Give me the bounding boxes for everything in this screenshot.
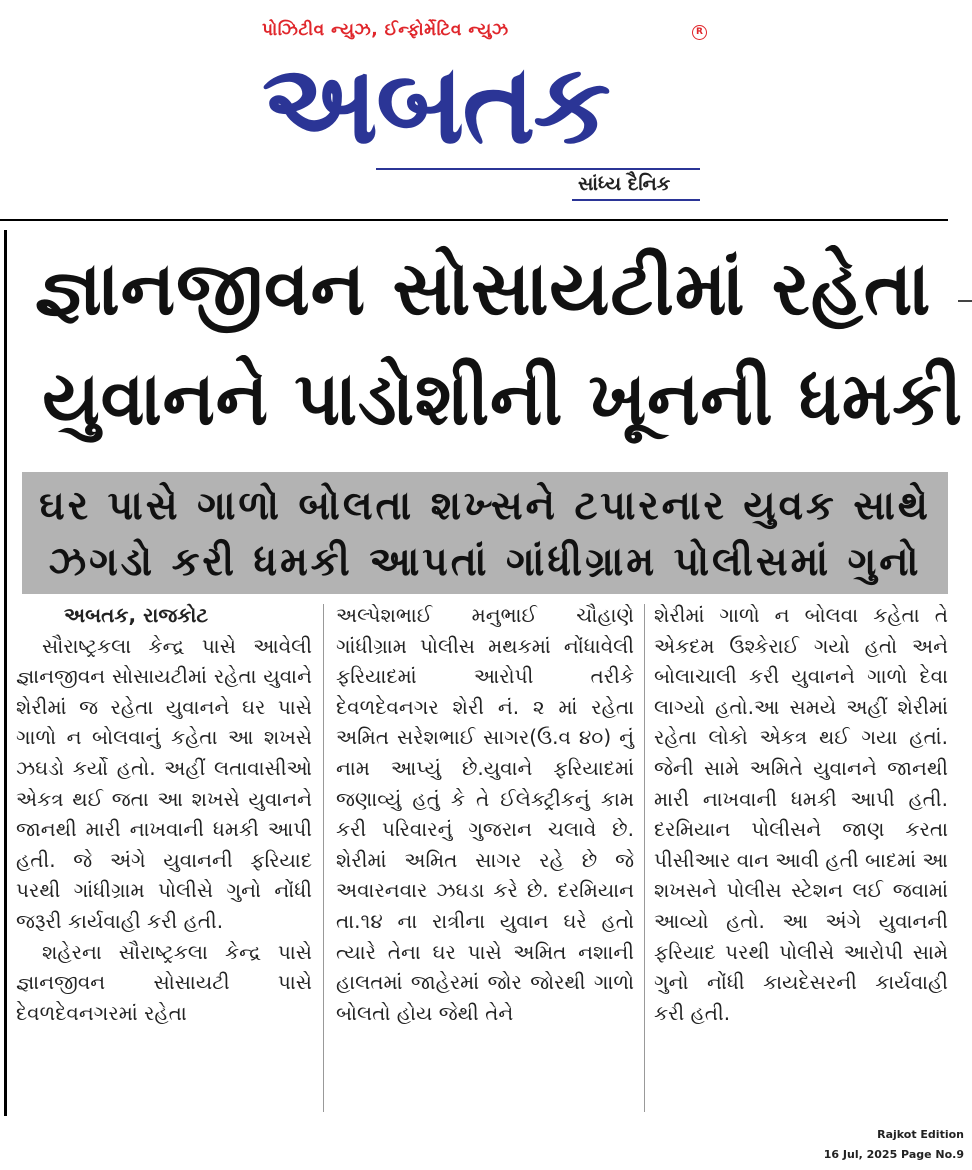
masthead-divider [0,219,948,221]
column-divider [644,604,645,1112]
edition-label: Rajkot Edition [877,1128,964,1141]
masthead-tagline: પોઝિટીવ ન્યુઝ, ઈન્ફોર્મેટિવ ન્યુઝ [262,20,509,40]
article-column-3 [654,600,948,1028]
article-paragraph: અલ્પેશભાઈ મનુભાઈ ચૌહાણે ગાંધીગ્રામ પોલીસ મથકમાં નોંધાવેલી ફરિયાદમાં આરોપી તરીકે દેવળદેવનગર શેરી નં. ૨ માં રહેતા અમિત સરેશભાઈ સાગર(ઉ.વ ૪૦) નું નામ આપ્યું છે.યુવાને ફરિયાદમાં જણાવ્યું હતું કે તે ઈલેક્ટ્રીકનું કામ કરી પરિવારનું ગુજરાન ચલાવે છે. શેરીમાં અમિત સાગર રહે છે જે અવારનવાર ઝઘડા કરે છે. દરમિયાન તા.૧૪ ના રાત્રીના યુવાન ઘરે હતો ત્યારે તેના ઘર પાસે અમિત નશાની હાલતમાં જાહેરમાં જોર જોરથી ગાળો બોલતો હોય જેથી તેને [336,603,634,1025]
article-paragraph: શેરીમાં ગાળો ન બોલવા કહેતા તે એકદમ ઉશ્કેરાઈ ગયો હતો અને બોલાચાલી કરી યુવાનને ગાળો દેવા લાગ્યો હતો.આ સમયે અહીં શેરીમાં રહેતા લોકો એકત્ર થઈ ગયા હતાં. જેની સામે અમિતે યુવાનને જાનથી મારી નાખવાની ધમકી આપી હતી. દરમિયાન પોલીસને જાણ કરતા પીસીઆર વાન આવી હતી બાદમાં આ શખસને પોલીસ સ્ટેશન લઈ જવામાં આવ્યો હતો. આ અંગે યુવાનની ફરિયાદ પરથી પોલીસે આરોપી સામે ગુનો નોંધી કાયદેસરની કાર્યવાહી કરી હતી. [654,603,948,1025]
article-column-1 [16,600,312,1028]
margin-tick [958,300,972,302]
subheadline-line-2: ઝગડો કરી ધમકી આપતાં ગાંધીગ્રામ પોલીસમાં ગુનો [48,539,922,585]
article-paragraph: શહેરના સૌરાષ્ટ્રકલા કેન્દ્ર પાસે જ્ઞાનજીવન સોસાયટી પાસે દેવળદેવનગરમાં રહેતા [16,939,312,1025]
date-page-label: 16 Jul, 2025 Page No.9 [823,1148,964,1161]
article-column-2 [336,600,634,1028]
subheadline-line-1: ઘર પાસે ગાળો બોલતા શખ્સને ટપારનાર યુવક સાથે [39,483,931,529]
subheadline-box [22,472,948,594]
edition-type-label: સાંધ્ય દૈનિક [578,173,671,195]
headline-line-1: જ્ઞાનજીવન સોસાયટીમાં રહેતા [34,246,932,332]
newspaper-logo: અબતક [262,40,609,168]
masthead [0,0,972,222]
logo-underline [376,168,700,170]
byline: અબતક, રાજકોટ [64,603,209,627]
article-paragraph: સૌરાષ્ટ્રકલા કેન્દ્ર પાસે આવેલી જ્ઞાનજીવન સોસાયટીમાં રહેતા યુવાને શેરીમાં જ રહેતા યુવાનને ઘર પાસે ગાળો ન બોલવાનું કહેતા આ શખસે ઝઘડો કર્યો હતો. અહીં લતાવાસીઓ એકત્ર થઈ જતા આ શખસે યુવાનને જાનથી મારી નાખવાની ધમકી આપી હતી. જે અંગે યુવાનની ફરિયાદ પરથી ગાંધીગ્રામ પોલીસે ગુનો નોંધી જરૂરી કાર્યવાહી કરી હતી. [16,633,312,933]
article-left-border [4,230,7,1116]
headline-line-2: યુવાનને પાડોશીની ખૂનની ધમકી [42,356,963,442]
column-divider [323,604,324,1112]
edition-type-underline [572,199,700,201]
registered-mark-icon: R [692,25,707,40]
